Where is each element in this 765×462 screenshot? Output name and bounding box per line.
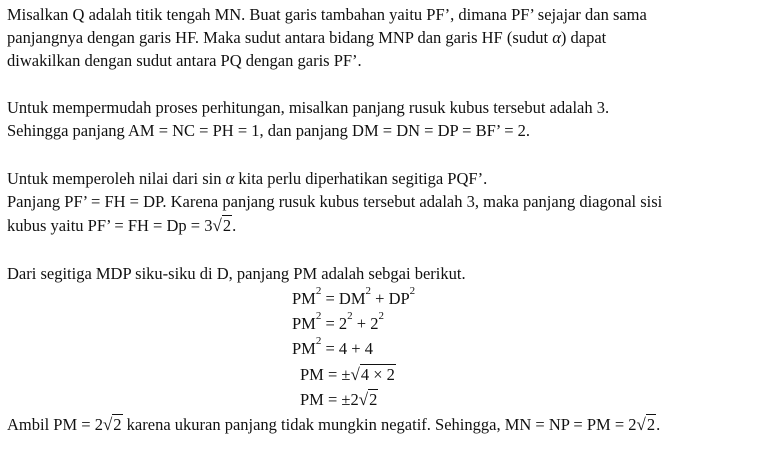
square-root: √2 (636, 415, 656, 434)
eq-term: PM = ± (300, 365, 351, 384)
text-segment: kubus yaitu PF’ = FH = Dp = 3 (7, 216, 213, 235)
paragraph-5-line-1 (7, 414, 660, 436)
eq-exponent: 2 (347, 310, 353, 322)
alpha-symbol: α (552, 28, 561, 47)
radicand: 4 × 2 (360, 365, 395, 384)
eq-term: = DM (321, 289, 366, 308)
radicand: 2 (113, 415, 122, 434)
paragraph-3-line-3 (7, 215, 236, 237)
equation-1 (292, 285, 416, 310)
equation-4 (300, 364, 396, 386)
paragraph-3-line-1 (7, 168, 487, 190)
square-root: √2 (212, 216, 232, 235)
square-root: √2 (358, 390, 378, 409)
text-segment: . (656, 415, 661, 434)
eq-term: + 2 (352, 314, 379, 333)
eq-exponent: 2 (409, 285, 416, 297)
equation-3 (292, 335, 373, 360)
text-segment: ) dapat (560, 28, 607, 47)
eq-term: PM = ±2 (300, 390, 359, 409)
radicand: 2 (222, 216, 232, 235)
eq-term: + DP (371, 289, 410, 308)
text-segment: Untuk memperoleh nilai dari sin (7, 169, 226, 188)
paragraph-4-line-1: Dari segitiga MDP siku-siku di D, panjang PM adalah sebgai berikut. (7, 264, 466, 283)
eq-exponent: 2 (315, 310, 322, 322)
paragraph-1-line-3: diwakilkan dengan sudut antara PQ dengan garis PF’. (7, 51, 362, 70)
text-segment: kita perlu diperhatikan segitiga PQF’. (234, 169, 488, 188)
square-root: √4 × 2 (350, 365, 395, 384)
equation-5 (300, 389, 378, 411)
paragraph-1-line-2 (7, 27, 606, 49)
text-segment: panjangnya dengan garis HF. Maka sudut antara bidang MNP dan garis HF (sudut (7, 28, 553, 47)
alpha-symbol: α (225, 169, 235, 188)
eq-exponent: 2 (315, 335, 322, 347)
eq-term: = 2 (321, 314, 348, 333)
text-segment: Ambil PM = 2 (7, 415, 103, 434)
eq-term: = 4 + 4 (321, 339, 373, 358)
text-segment: . (232, 216, 237, 235)
eq-term: PM (292, 314, 316, 333)
text-segment: karena ukuran panjang tidak mungkin negatif. Sehingga, MN = NP = PM = 2 (122, 415, 637, 434)
paragraph-1-line-1: Misalkan Q adalah titik tengah MN. Buat garis tambahan yaitu PF’, dimana PF’ sejajar dan sama (7, 5, 647, 24)
radicand: 2 (369, 390, 378, 409)
square-root: √2 (102, 415, 122, 434)
paragraph-2-line-1: Untuk mempermudah proses perhitungan, misalkan panjang rusuk kubus tersebut adalah 3. (7, 98, 610, 117)
eq-exponent: 2 (315, 285, 322, 297)
paragraph-3-line-2: Panjang PF’ = FH = DP. Karena panjang rusuk kubus tersebut adalah 3, maka panjang diagonal sisi (7, 192, 663, 211)
eq-term: PM (292, 289, 316, 308)
eq-term: PM (292, 339, 316, 358)
equation-2 (292, 310, 384, 335)
paragraph-2-line-2: Sehingga panjang AM = NC = PH = 1, dan panjang DM = DN = DP = BF’ = 2. (7, 121, 530, 140)
eq-exponent: 2 (378, 310, 384, 322)
radicand: 2 (646, 415, 656, 434)
eq-exponent: 2 (365, 285, 372, 297)
